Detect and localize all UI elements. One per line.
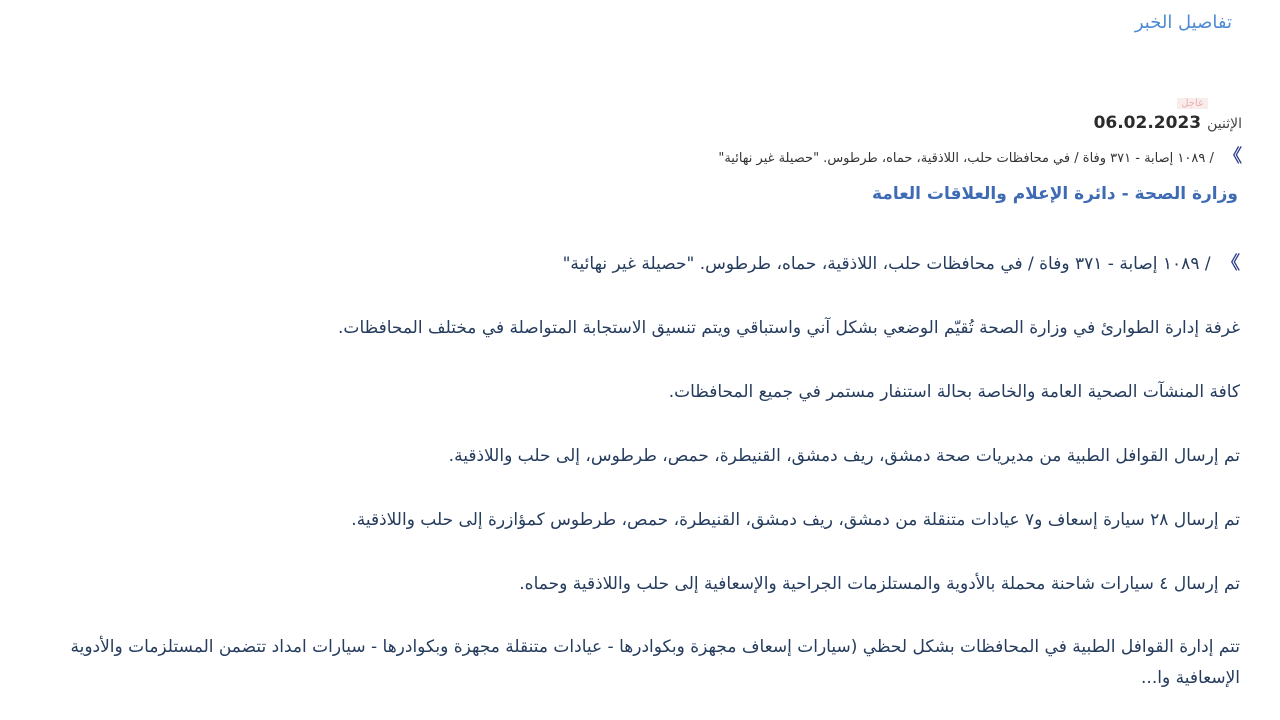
article-paragraph-5: تم إرسال ٢٨ سيارة إسعاف و٧ عيادات متنقلة من دمشق، ريف دمشق، القنيطرة، حمص، طرطوس كمؤازرة إلى حلب واللاذقية. — [351, 510, 1240, 530]
article-date — [1094, 113, 1242, 133]
article-paragraph-7: تتم إدارة القوافل الطبية في المحافظات بشكل لحظي (سيارات إسعاف مجهزة وبكوادرها - عيادات متنقلة مجهزة وبكوادرها - سيارات امداد تتضمن المستلزمات والأدوية الإسعافية وا... — [70, 637, 1240, 688]
news-details-link[interactable]: تفاصيل الخبر — [1134, 12, 1232, 33]
article-summary — [542, 148, 1242, 168]
article-paragraph-4: تم إرسال القوافل الطبية من مديريات صحة دمشق، ريف دمشق، القنيطرة، حمص، طرطوس، إلى حلب واللاذقية. — [448, 446, 1240, 466]
article-paragraph-2: غرفة إدارة الطوارئ في وزارة الصحة تُقيّم الوضعي بشكل آني واستباقي ويتم تنسيق الاستجابة المتواصلة في مختلف المحافظات. — [338, 318, 1240, 338]
chevron-icon: 》 — [1224, 146, 1242, 167]
article-source-title: وزارة الصحة - دائرة الإعلام والعلاقات العامة — [871, 184, 1238, 204]
article-day: الإثنين — [1207, 116, 1242, 132]
chevron-icon: 》 — [1222, 253, 1240, 274]
article-paragraph-1 — [480, 248, 1240, 280]
paragraph-text: / ١٠٨٩ إصابة - ٣٧١ وفاة / في محافظات حلب، اللاذقية، حماه، طرطوس. "حصيلة غير نهائية" — [562, 254, 1211, 274]
article-paragraph-6: تم إرسال ٤ سيارات شاحنة محملة بالأدوية والمستلزمات الجراحية والإسعافية إلى حلب واللاذقية وحماه. — [519, 574, 1240, 594]
article-summary-text: / ١٠٨٩ إصابة - ٣٧١ وفاة / في محافظات حلب، اللاذقية، حماه، طرطوس. "حصيلة غير نهائية" — [718, 151, 1214, 166]
urgent-tag: عاجل — [1177, 98, 1208, 109]
article-paragraph-3: كافة المنشآت الصحية العامة والخاصة بحالة استنفار مستمر في جميع المحافظات. — [668, 382, 1240, 402]
article-date-value: 06.02.2023 — [1093, 113, 1202, 133]
